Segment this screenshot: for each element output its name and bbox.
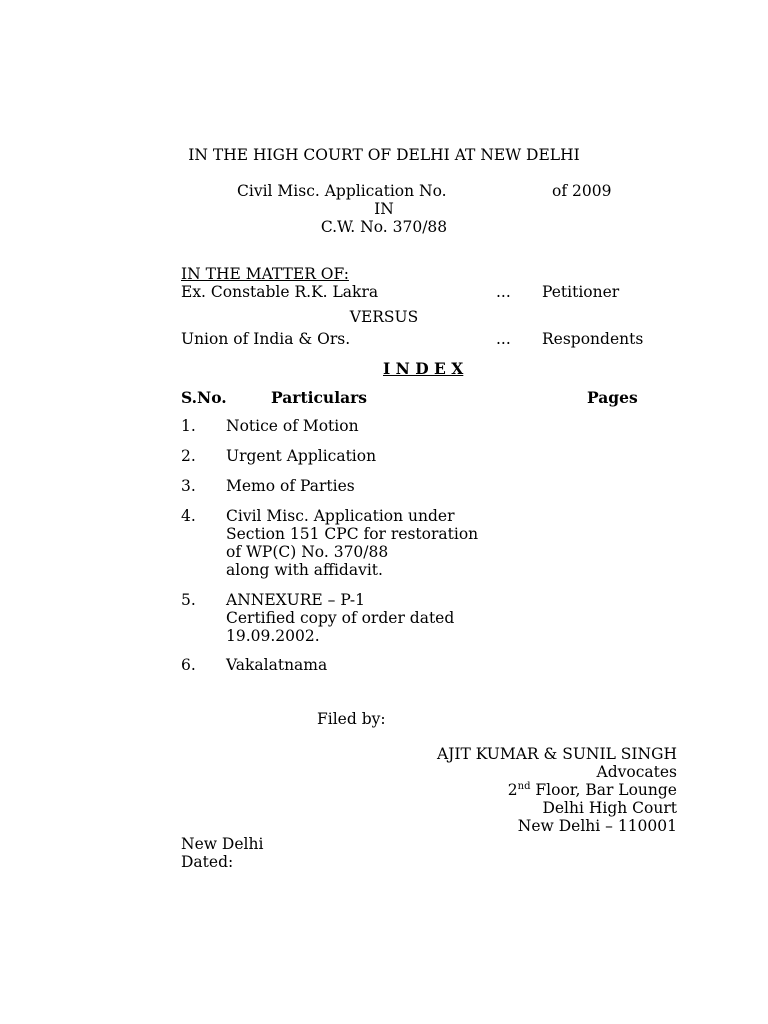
application-year: of 2009 — [552, 182, 612, 200]
index-item-text: Memo of Parties — [226, 477, 355, 495]
place-label: New Delhi — [181, 835, 264, 853]
advocates-address-floor — [360, 781, 677, 799]
index-col-sno: S.No. — [181, 388, 227, 407]
index-item-number: 1. — [181, 417, 196, 435]
petitioner-name: Ex. Constable R.K. Lakra — [181, 283, 379, 301]
versus-label: VERSUS — [349, 308, 419, 326]
index-item-text: Notice of Motion — [226, 417, 359, 435]
application-in: IN — [374, 200, 394, 218]
case-number: C.W. No. 370/88 — [320, 218, 448, 236]
index-item-text: Vakalatnama — [226, 656, 328, 674]
index-title: I N D E X — [383, 359, 464, 378]
index-item-text: of WP(C) No. 370/88 — [226, 543, 389, 561]
court-title: IN THE HIGH COURT OF DELHI AT NEW DELHI — [188, 146, 580, 164]
index-item-text: Section 151 CPC for restoration — [226, 525, 479, 543]
respondent-dots: ... — [496, 330, 511, 348]
index-item-text: 19.09.2002. — [226, 627, 320, 645]
application-label: Civil Misc. Application No. — [237, 182, 447, 200]
respondent-role: Respondents — [542, 330, 644, 348]
index-item-text: Civil Misc. Application under — [226, 507, 455, 525]
matter-heading: IN THE MATTER OF: — [181, 265, 349, 283]
advocates-address-city: New Delhi – 110001 — [517, 817, 677, 835]
index-item-text: Urgent Application — [226, 447, 377, 465]
floor-number: 2 — [507, 781, 518, 799]
index-item-number: 2. — [181, 447, 196, 465]
petitioner-dots: ... — [496, 283, 511, 301]
index-col-particulars: Particulars — [271, 388, 368, 407]
index-item-number: 6. — [181, 656, 196, 674]
filed-by-label: Filed by: — [317, 710, 386, 728]
advocates-label: Advocates — [596, 763, 677, 781]
index-item-number: 4. — [181, 507, 196, 525]
index-item-number: 5. — [181, 591, 196, 609]
dated-label: Dated: — [181, 853, 234, 871]
index-item-text: ANNEXURE – P-1 — [226, 591, 366, 609]
petitioner-role: Petitioner — [542, 283, 620, 301]
floor-suffix: nd — [517, 780, 531, 792]
index-item-number: 3. — [181, 477, 196, 495]
respondent-name: Union of India & Ors. — [181, 330, 351, 348]
advocates-names: AJIT KUMAR & SUNIL SINGH — [436, 745, 677, 763]
advocates-address-court: Delhi High Court — [542, 799, 677, 817]
index-item-text: along with affidavit. — [226, 561, 383, 579]
index-item-text: Certified copy of order dated — [226, 609, 455, 627]
floor-rest: Floor, Bar Lounge — [530, 781, 677, 799]
index-col-pages: Pages — [587, 388, 638, 407]
